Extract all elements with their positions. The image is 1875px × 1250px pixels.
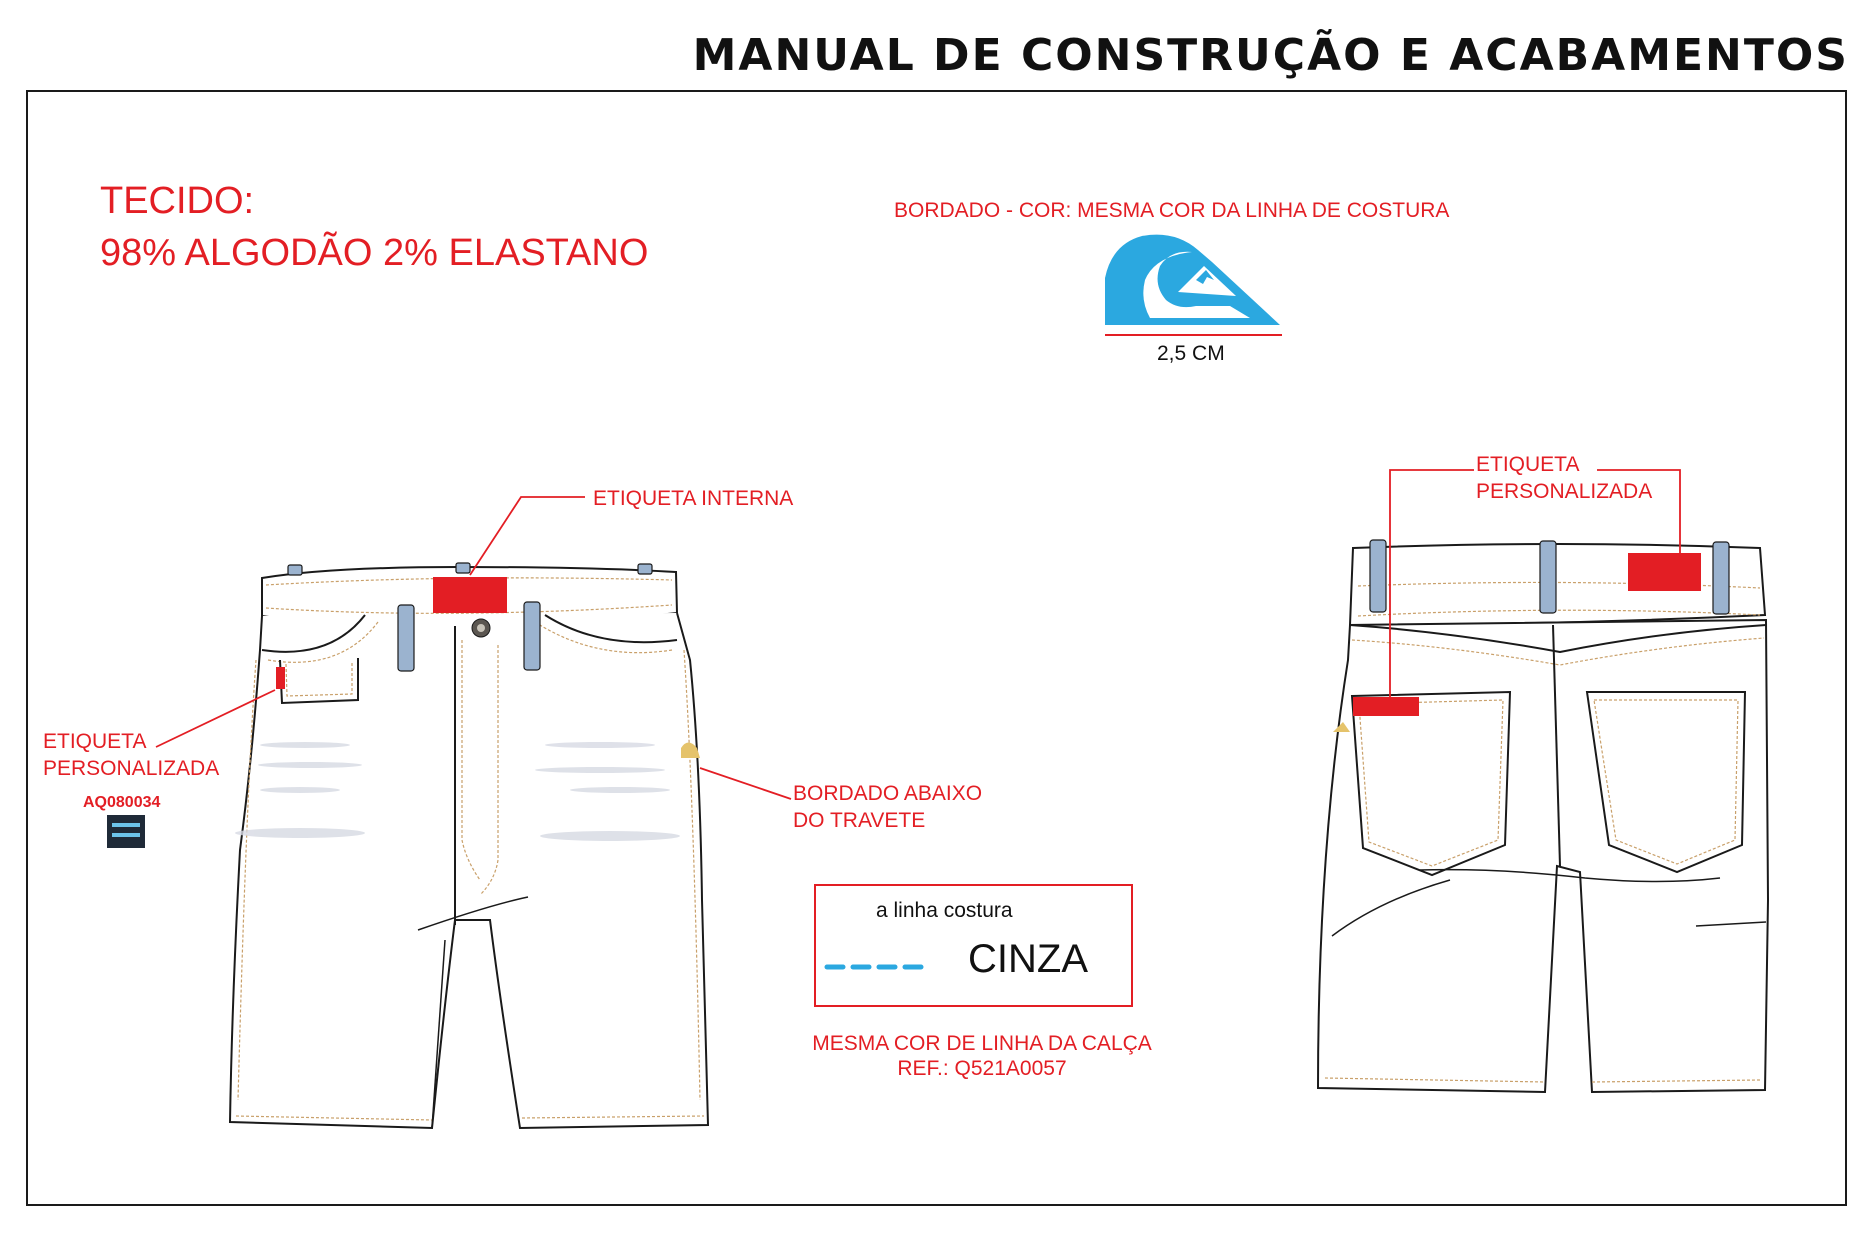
back-pocket-label-marker xyxy=(1353,697,1419,716)
thread-ref-line: REF.: Q521A0057 xyxy=(897,1057,1067,1080)
label-swatch-stripe xyxy=(112,823,140,827)
back-custom-label-callout-line1: ETIQUETA xyxy=(1476,453,1580,476)
back-waistband-label-marker xyxy=(1628,553,1701,591)
front-embroidery-callout-line1: BORDADO ABAIXO xyxy=(793,782,983,805)
embroidery-spec: BORDADO - COR: MESMA COR DA LINHA DE COSTURA xyxy=(894,199,1450,222)
back-shorts-drawing xyxy=(1318,544,1768,1092)
fabric-composition: 98% ALGODÃO 2% ELASTANO xyxy=(100,232,649,274)
front-button-center xyxy=(477,624,485,632)
front-internal-label-marker xyxy=(433,577,507,613)
front-custom-label-callout-line2: PERSONALIZADA xyxy=(43,757,220,780)
page-title: MANUAL DE CONSTRUÇÃO E ACABAMENTOS xyxy=(692,30,1849,81)
thread-color-name: CINZA xyxy=(968,937,1088,981)
label-swatch xyxy=(107,815,145,848)
fabric-label: TECIDO: xyxy=(100,180,255,222)
thread-match-note-line1: MESMA COR DE LINHA DA CALÇA xyxy=(812,1032,1152,1055)
front-shorts-drawing xyxy=(230,567,708,1128)
label-swatch-stripe xyxy=(112,833,140,837)
front-embroidery-callout-line2: DO TRAVETE xyxy=(793,809,926,832)
brand-logo-icon xyxy=(1105,235,1280,325)
front-internal-label-callout: ETIQUETA INTERNA xyxy=(593,487,794,510)
front-custom-label-callout-line1: ETIQUETA xyxy=(43,730,147,753)
front-custom-label-marker xyxy=(276,667,285,689)
logo-width-dimension: 2,5 CM xyxy=(1157,342,1225,365)
label-ref-code: AQ080034 xyxy=(83,794,161,811)
back-custom-label-callout-line2: PERSONALIZADA xyxy=(1476,480,1653,503)
thread-label: a linha costura xyxy=(876,899,1013,922)
